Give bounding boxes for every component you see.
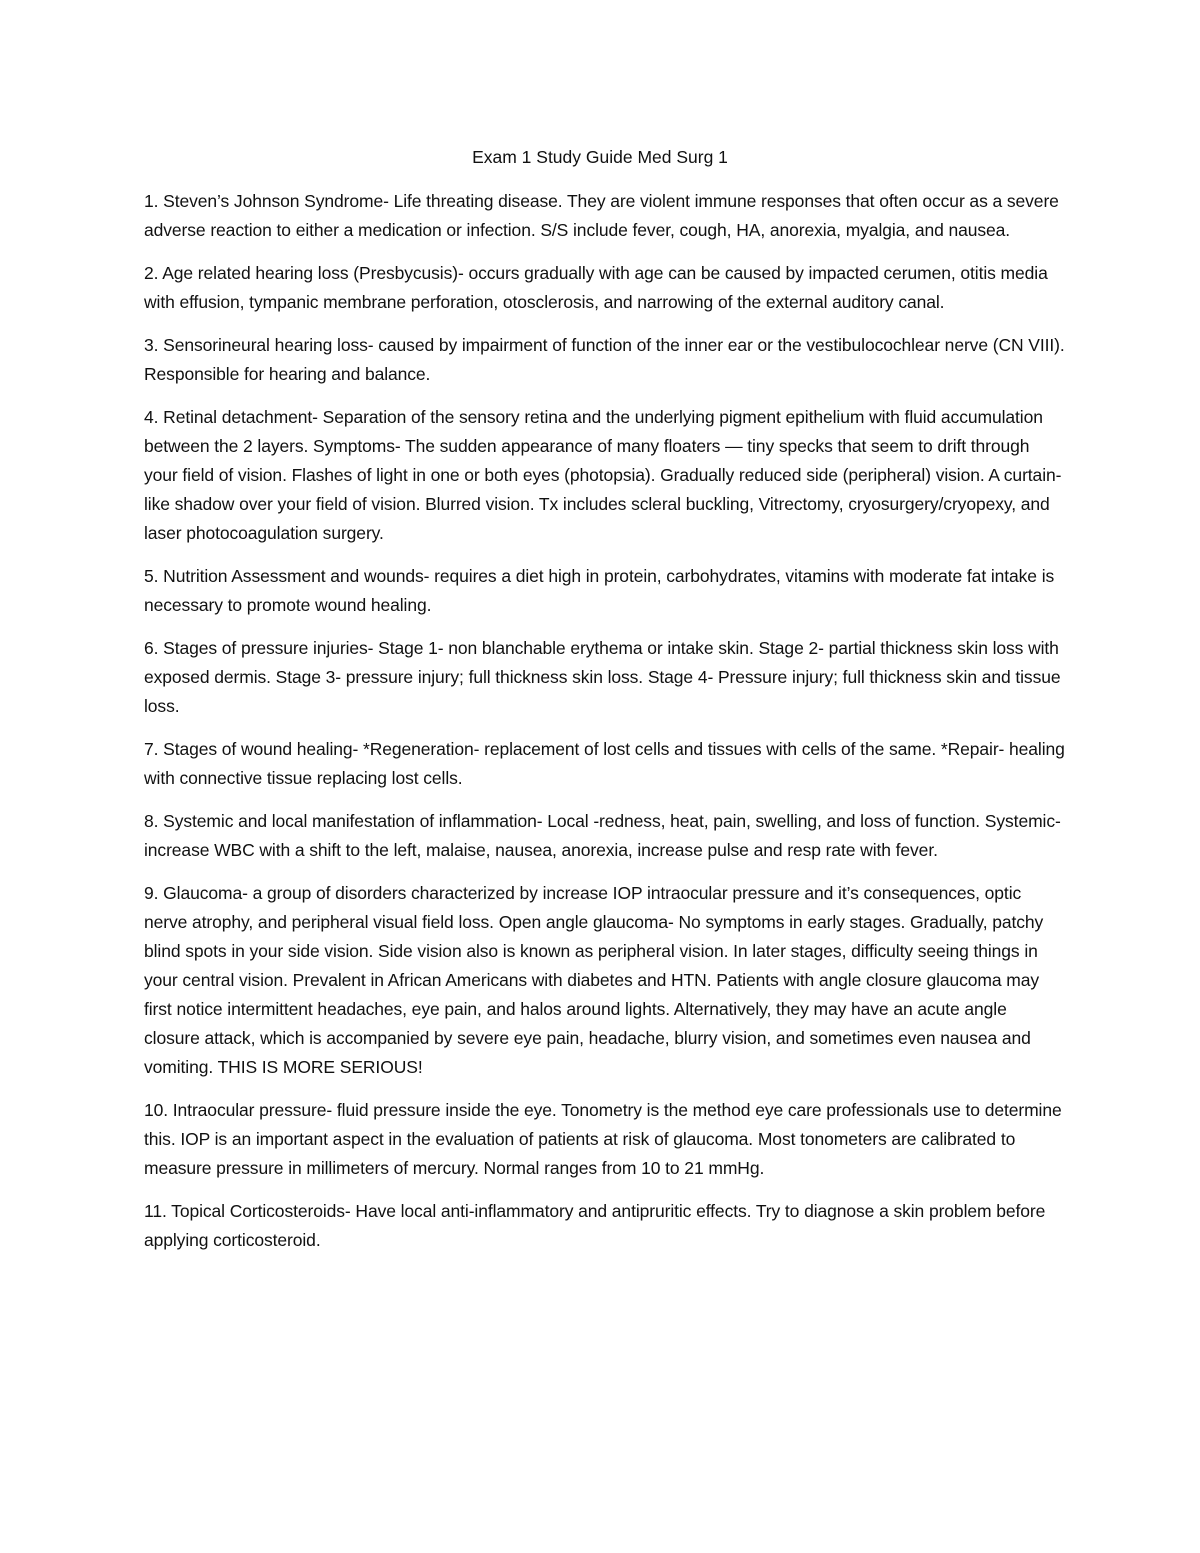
document-title: Exam 1 Study Guide Med Surg 1 (472, 147, 728, 167)
study-item-stevens-johnson: 1. Steven’s Johnson Syndrome- Life threating disease. They are violent immune responses that often occur as a severe adverse reaction to either a medication or infection. S/S include fever, cough, HA, anorexia, myalgia, and nausea. (144, 191, 1059, 240)
study-item-nutrition-wounds: 5. Nutrition Assessment and wounds- requires a diet high in protein, carbohydrates, vitamins with moderate fat intake is necessary to promote wound healing. (144, 566, 1055, 615)
study-guide-list (144, 187, 1066, 1269)
study-item-topical-corticosteroids: 11. Topical Corticosteroids- Have local anti-inflammatory and antipruritic effects. Try to diagnose a skin problem before applying corticosteroid. (144, 1201, 1046, 1250)
study-item-presbycusis: 2. Age related hearing loss (Presbycusis)- occurs gradually with age can be caused by impacted cerumen, otitis media with effusion, tympanic membrane perforation, otosclerosis, and narrowing of the external auditory canal. (144, 263, 1048, 312)
study-item-inflammation: 8. Systemic and local manifestation of inflammation- Local -redness, heat, pain, swelling, and loss of function. Systemic- increase WBC with a shift to the left, malaise, nausea, anorexia, increase pulse and resp rate with fever. (144, 811, 1061, 860)
study-item-sensorineural-hearing-loss: 3. Sensorineural hearing loss- caused by impairment of function of the inner ear or the vestibulocochlear nerve (CN VIII). Responsible for hearing and balance. (144, 335, 1065, 384)
study-item-intraocular-pressure: 10. Intraocular pressure- fluid pressure inside the eye. Tonometry is the method eye care professionals use to determine this. IOP is an important aspect in the evaluation of patients at risk of glaucoma. Most tonometers are calibrated to measure pressure in millimeters of mercury. Normal ranges from 10 to 21 mmHg. (144, 1100, 1062, 1178)
study-item-retinal-detachment: 4. Retinal detachment- Separation of the sensory retina and the underlying pigment epithelium with fluid accumulation between the 2 layers. Symptoms- The sudden appearance of many floaters — tiny specks that seem to drift through your field of vision. Flashes of light in one or both eyes (photopsia). Gradually reduced side (peripheral) vision. A curtain-like shadow over your field of vision. Blurred vision. Tx includes scleral buckling, Vitrectomy, cryosurgery/cryopexy, and laser photocoagulation surgery. (144, 407, 1062, 543)
study-item-pressure-injuries: 6. Stages of pressure injuries- Stage 1- non blanchable erythema or intake skin. Stage 2- partial thickness skin loss with exposed dermis. Stage 3- pressure injury; full thickness skin loss. Stage 4- Pressure injury; full thickness skin and tissue loss. (144, 638, 1061, 716)
study-item-glaucoma: 9. Glaucoma- a group of disorders characterized by increase IOP intraocular pressure and it’s consequences, optic nerve atrophy, and peripheral visual field loss. Open angle glaucoma- No symptoms in early stages. Gradually, patchy blind spots in your side vision. Side vision also is known as peripheral vision. In later stages, difficulty seeing things in your central vision. Prevalent in African Americans with diabetes and HTN. Patients with angle closure glaucoma may first notice intermittent headaches, eye pain, and halos around lights. Alternatively, they may have an acute angle closure attack, which is accompanied by severe eye pain, headache, blurry vision, and sometimes even nausea and vomiting. THIS IS MORE SERIOUS! (144, 883, 1044, 1077)
study-item-wound-healing: 7. Stages of wound healing- *Regeneration- replacement of lost cells and tissues with cells of the same. *Repair- healing with connective tissue replacing lost cells. (144, 739, 1065, 788)
